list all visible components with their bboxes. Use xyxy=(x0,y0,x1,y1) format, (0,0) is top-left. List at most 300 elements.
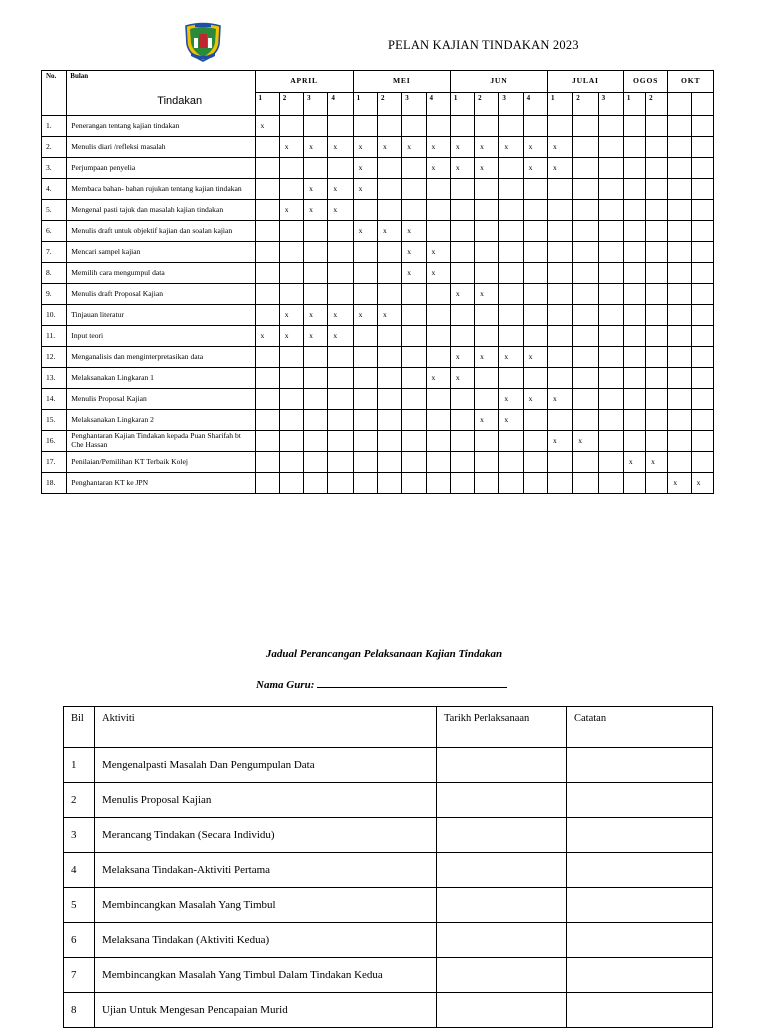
schedule-row xyxy=(64,748,713,783)
week-cell xyxy=(353,347,377,368)
week-cell xyxy=(353,200,377,221)
row-number: 13. xyxy=(42,368,67,389)
row-number: 12. xyxy=(42,347,67,368)
week-cell xyxy=(499,326,523,347)
gantt-row xyxy=(42,263,714,284)
week-cell xyxy=(304,116,328,137)
week-cell xyxy=(523,284,547,305)
week-cell xyxy=(377,158,401,179)
week-cell xyxy=(450,389,474,410)
week-cell xyxy=(402,389,426,410)
week-cell xyxy=(598,242,623,263)
week-cell xyxy=(668,410,691,431)
week-cell xyxy=(691,221,713,242)
row-number: 1. xyxy=(42,116,67,137)
schedule-activity: Membincangkan Masalah Yang Timbul xyxy=(95,888,437,923)
week-header: 4 xyxy=(523,93,547,116)
week-cell xyxy=(623,389,645,410)
week-cell xyxy=(279,158,303,179)
schedule-date-cell[interactable] xyxy=(437,888,567,923)
month-header: OKT xyxy=(668,71,714,93)
week-cell: x xyxy=(623,452,645,473)
week-cell xyxy=(499,242,523,263)
week-cell xyxy=(691,326,713,347)
week-cell xyxy=(646,242,668,263)
week-cell: x xyxy=(547,158,572,179)
week-cell xyxy=(646,347,668,368)
schedule-notes-cell[interactable] xyxy=(567,748,713,783)
row-number: 5. xyxy=(42,200,67,221)
week-cell xyxy=(499,200,523,221)
schedule-date-cell[interactable] xyxy=(437,748,567,783)
week-cell xyxy=(646,200,668,221)
week-cell xyxy=(646,179,668,200)
week-cell xyxy=(547,179,572,200)
week-cell xyxy=(328,410,353,431)
week-cell: x xyxy=(279,305,303,326)
week-header: 3 xyxy=(304,93,328,116)
gantt-row xyxy=(42,242,714,263)
week-cell xyxy=(499,158,523,179)
week-cell xyxy=(573,284,598,305)
week-cell: x xyxy=(426,158,450,179)
schedule-date-cell[interactable] xyxy=(437,993,567,1028)
week-cell: x xyxy=(279,137,303,158)
gantt-row xyxy=(42,158,714,179)
gantt-row xyxy=(42,473,714,494)
week-cell xyxy=(377,389,401,410)
week-cell xyxy=(255,242,279,263)
week-cell xyxy=(279,284,303,305)
week-header: 1 xyxy=(623,93,645,116)
week-cell xyxy=(304,452,328,473)
week-header: 2 xyxy=(573,93,598,116)
gantt-table xyxy=(41,70,714,494)
gantt-row xyxy=(42,326,714,347)
week-cell xyxy=(668,221,691,242)
week-cell xyxy=(573,158,598,179)
week-cell xyxy=(450,473,474,494)
schedule-row xyxy=(64,783,713,818)
week-cell xyxy=(691,284,713,305)
schedule-date-cell[interactable] xyxy=(437,853,567,888)
week-cell: x xyxy=(304,200,328,221)
week-cell xyxy=(691,116,713,137)
week-cell xyxy=(598,263,623,284)
week-cell xyxy=(691,137,713,158)
week-header: 2 xyxy=(646,93,668,116)
week-cell xyxy=(450,221,474,242)
week-cell xyxy=(668,305,691,326)
row-number: 2. xyxy=(42,137,67,158)
schedule-notes-cell[interactable] xyxy=(567,853,713,888)
week-cell xyxy=(255,200,279,221)
schedule-bil: 5 xyxy=(64,888,95,923)
week-cell xyxy=(304,284,328,305)
week-cell xyxy=(475,452,499,473)
row-activity: Menulis draft Proposal Kajian xyxy=(67,284,255,305)
schedule-date-cell[interactable] xyxy=(437,818,567,853)
week-cell xyxy=(691,389,713,410)
week-cell: x xyxy=(328,179,353,200)
week-cell xyxy=(668,200,691,221)
week-cell xyxy=(426,410,450,431)
schedule-notes-cell[interactable] xyxy=(567,888,713,923)
week-cell xyxy=(279,347,303,368)
week-cell xyxy=(499,473,523,494)
week-cell xyxy=(573,305,598,326)
week-cell xyxy=(255,368,279,389)
month-header: JULAI xyxy=(547,71,623,93)
week-cell xyxy=(523,200,547,221)
week-cell: x xyxy=(304,326,328,347)
week-cell xyxy=(377,368,401,389)
schedule-row xyxy=(64,923,713,958)
week-header: 3 xyxy=(499,93,523,116)
header-no: No. xyxy=(42,71,67,116)
row-number: 17. xyxy=(42,452,67,473)
week-cell xyxy=(668,116,691,137)
row-activity: Tinjauan literatur xyxy=(67,305,255,326)
schedule-date-cell[interactable] xyxy=(437,783,567,818)
week-cell xyxy=(402,473,426,494)
header-activity xyxy=(67,71,255,116)
week-cell: x xyxy=(279,326,303,347)
week-cell: x xyxy=(450,368,474,389)
week-cell xyxy=(547,347,572,368)
week-cell xyxy=(623,368,645,389)
week-cell xyxy=(328,452,353,473)
schedule-column-header: Catatan xyxy=(567,707,713,748)
week-cell xyxy=(279,179,303,200)
row-activity: Penghantaran Kajian Tindakan kepada Puan Sharifah bt Che Hassan xyxy=(67,431,255,452)
row-number: 9. xyxy=(42,284,67,305)
week-header: 3 xyxy=(402,93,426,116)
week-cell xyxy=(475,326,499,347)
week-cell xyxy=(573,179,598,200)
week-cell xyxy=(523,326,547,347)
week-cell: x xyxy=(255,116,279,137)
week-cell: x xyxy=(573,431,598,452)
week-cell xyxy=(668,179,691,200)
row-activity: Penghantaran KT ke JPN xyxy=(67,473,255,494)
week-cell xyxy=(255,305,279,326)
schedule-title: Jadual Perancangan Pelaksanaan Kajian Tindakan xyxy=(265,648,503,660)
row-number: 10. xyxy=(42,305,67,326)
week-cell xyxy=(523,305,547,326)
week-cell xyxy=(279,242,303,263)
gantt-row xyxy=(42,116,714,137)
month-header: JUN xyxy=(450,71,547,93)
week-cell xyxy=(450,452,474,473)
week-cell xyxy=(353,452,377,473)
week-cell xyxy=(646,116,668,137)
week-cell xyxy=(598,116,623,137)
week-cell xyxy=(255,389,279,410)
week-cell: x xyxy=(304,179,328,200)
week-header: 2 xyxy=(279,93,303,116)
schedule-row xyxy=(64,993,713,1028)
gantt-row xyxy=(42,389,714,410)
week-cell xyxy=(573,473,598,494)
week-cell xyxy=(328,242,353,263)
week-cell xyxy=(353,368,377,389)
row-activity: Memilih cara mengumpul data xyxy=(67,263,255,284)
week-cell: x xyxy=(377,137,401,158)
week-cell xyxy=(377,284,401,305)
week-cell xyxy=(547,221,572,242)
week-cell xyxy=(304,347,328,368)
row-activity: Menganalisis dan menginterpretasikan data xyxy=(67,347,255,368)
week-cell xyxy=(255,137,279,158)
week-cell xyxy=(426,116,450,137)
schedule-activity: Menulis Proposal Kajian xyxy=(95,783,437,818)
week-cell xyxy=(279,473,303,494)
week-cell xyxy=(328,158,353,179)
week-cell xyxy=(598,137,623,158)
week-cell xyxy=(623,116,645,137)
week-cell xyxy=(450,431,474,452)
week-cell xyxy=(573,452,598,473)
week-cell xyxy=(499,179,523,200)
teacher-name-label: Nama Guru: xyxy=(256,679,315,691)
schedule-notes-cell[interactable] xyxy=(567,923,713,958)
week-cell: x xyxy=(475,137,499,158)
gantt-row xyxy=(42,452,714,473)
week-cell: x xyxy=(304,137,328,158)
row-activity: Penerangan tentang kajian tindakan xyxy=(67,116,255,137)
week-cell xyxy=(304,389,328,410)
week-cell xyxy=(547,368,572,389)
week-cell xyxy=(328,473,353,494)
month-header: MEI xyxy=(353,71,450,93)
week-cell: x xyxy=(279,200,303,221)
schedule-activity: Ujian Untuk Mengesan Pencapaian Murid xyxy=(95,993,437,1028)
row-activity: Menulis diari /refleksi masalah xyxy=(67,137,255,158)
row-number: 11. xyxy=(42,326,67,347)
week-cell xyxy=(402,200,426,221)
row-number: 4. xyxy=(42,179,67,200)
teacher-name-field[interactable] xyxy=(256,678,507,691)
week-cell xyxy=(426,389,450,410)
week-cell xyxy=(426,305,450,326)
week-cell xyxy=(646,389,668,410)
week-cell xyxy=(668,368,691,389)
week-header: 1 xyxy=(450,93,474,116)
week-cell xyxy=(646,410,668,431)
week-cell xyxy=(328,263,353,284)
week-cell xyxy=(279,368,303,389)
week-cell xyxy=(475,263,499,284)
week-cell xyxy=(279,116,303,137)
schedule-bil: 7 xyxy=(64,958,95,993)
gantt-row xyxy=(42,221,714,242)
week-cell xyxy=(598,305,623,326)
document-title: PELAN KAJIAN TINDAKAN 2023 xyxy=(388,38,579,52)
row-number: 16. xyxy=(42,431,67,452)
week-cell xyxy=(646,263,668,284)
week-cell: x xyxy=(547,431,572,452)
row-activity: Menulis draft untuk objektif kajian dan soalan kajian xyxy=(67,221,255,242)
header-tindakan-label: Tindakan xyxy=(157,95,203,107)
week-header: 4 xyxy=(328,93,353,116)
week-cell xyxy=(450,263,474,284)
week-cell: x xyxy=(475,410,499,431)
schedule-activity: Melaksana Tindakan (Aktiviti Kedua) xyxy=(95,923,437,958)
week-cell: x xyxy=(523,347,547,368)
schedule-notes-cell[interactable] xyxy=(567,783,713,818)
week-cell xyxy=(402,116,426,137)
week-cell xyxy=(475,242,499,263)
schedule-activity: Merancang Tindakan (Secara Individu) xyxy=(95,818,437,853)
week-cell xyxy=(573,347,598,368)
gantt-row xyxy=(42,347,714,368)
week-cell xyxy=(691,200,713,221)
week-cell: x xyxy=(328,137,353,158)
week-cell: x xyxy=(304,305,328,326)
week-header: 1 xyxy=(353,93,377,116)
week-cell xyxy=(450,200,474,221)
week-cell: x xyxy=(499,347,523,368)
week-cell xyxy=(304,263,328,284)
row-activity: Perjumpaan penyelia xyxy=(67,158,255,179)
row-number: 14. xyxy=(42,389,67,410)
week-cell: x xyxy=(691,473,713,494)
schedule-row xyxy=(64,958,713,993)
week-cell xyxy=(499,263,523,284)
week-header: 1 xyxy=(547,93,572,116)
month-header: APRIL xyxy=(255,71,353,93)
week-cell xyxy=(547,473,572,494)
week-cell xyxy=(255,221,279,242)
week-cell xyxy=(598,368,623,389)
schedule-notes-cell[interactable] xyxy=(567,818,713,853)
week-cell xyxy=(475,179,499,200)
row-activity: Penilaian/Pemilihan KT Terbaik Kolej xyxy=(67,452,255,473)
week-cell xyxy=(426,473,450,494)
week-cell: x xyxy=(499,389,523,410)
week-cell xyxy=(499,116,523,137)
week-cell xyxy=(623,158,645,179)
week-cell xyxy=(523,263,547,284)
week-cell xyxy=(255,158,279,179)
week-cell: x xyxy=(353,137,377,158)
week-cell xyxy=(426,179,450,200)
week-cell xyxy=(304,473,328,494)
week-cell xyxy=(691,242,713,263)
week-cell xyxy=(668,389,691,410)
week-cell xyxy=(623,284,645,305)
week-header: 4 xyxy=(426,93,450,116)
week-cell: x xyxy=(426,137,450,158)
week-cell: x xyxy=(475,284,499,305)
week-cell xyxy=(426,347,450,368)
week-cell xyxy=(523,116,547,137)
week-cell xyxy=(426,221,450,242)
row-activity: Input teori xyxy=(67,326,255,347)
week-cell xyxy=(353,389,377,410)
week-cell xyxy=(573,410,598,431)
week-cell xyxy=(304,158,328,179)
week-cell xyxy=(279,389,303,410)
week-cell xyxy=(279,410,303,431)
header-bulan-label: Bulan xyxy=(70,72,89,80)
week-cell: x xyxy=(523,137,547,158)
row-number: 8. xyxy=(42,263,67,284)
week-cell xyxy=(646,305,668,326)
week-cell xyxy=(523,242,547,263)
schedule-activity: Membincangkan Masalah Yang Timbul Dalam Tindakan Kedua xyxy=(95,958,437,993)
week-cell xyxy=(328,221,353,242)
gantt-row xyxy=(42,179,714,200)
week-cell xyxy=(598,284,623,305)
week-cell: x xyxy=(402,242,426,263)
week-cell: x xyxy=(377,305,401,326)
row-activity: Melaksanakan Lingkaran 2 xyxy=(67,410,255,431)
week-cell xyxy=(646,326,668,347)
week-cell xyxy=(668,137,691,158)
week-cell xyxy=(646,284,668,305)
row-activity: Membaca bahan- bahan rujukan tentang kajian tindakan xyxy=(67,179,255,200)
week-cell xyxy=(475,116,499,137)
week-cell xyxy=(523,431,547,452)
week-cell: x xyxy=(377,221,401,242)
week-cell xyxy=(328,431,353,452)
week-cell xyxy=(426,452,450,473)
week-cell xyxy=(475,473,499,494)
week-cell xyxy=(646,473,668,494)
teacher-name-blank-line[interactable] xyxy=(317,678,507,688)
schedule-date-cell[interactable] xyxy=(437,923,567,958)
schedule-date-cell[interactable] xyxy=(437,958,567,993)
row-number: 18. xyxy=(42,473,67,494)
week-cell xyxy=(450,326,474,347)
week-header: 3 xyxy=(598,93,623,116)
week-cell xyxy=(691,431,713,452)
week-cell xyxy=(623,137,645,158)
week-cell xyxy=(499,452,523,473)
week-cell xyxy=(377,410,401,431)
week-cell: x xyxy=(402,221,426,242)
week-cell xyxy=(668,452,691,473)
week-cell xyxy=(598,347,623,368)
week-cell xyxy=(623,326,645,347)
schedule-notes-cell[interactable] xyxy=(567,958,713,993)
week-cell xyxy=(377,347,401,368)
week-cell xyxy=(598,410,623,431)
week-cell xyxy=(255,179,279,200)
schedule-row xyxy=(64,888,713,923)
schedule-notes-cell[interactable] xyxy=(567,993,713,1028)
week-cell xyxy=(402,431,426,452)
week-cell xyxy=(328,116,353,137)
week-cell xyxy=(402,347,426,368)
week-cell xyxy=(426,326,450,347)
week-cell xyxy=(573,200,598,221)
week-cell xyxy=(255,347,279,368)
week-cell: x xyxy=(450,284,474,305)
week-cell xyxy=(328,368,353,389)
week-cell xyxy=(499,368,523,389)
schedule-bil: 1 xyxy=(64,748,95,783)
gantt-row xyxy=(42,368,714,389)
schedule-row xyxy=(64,818,713,853)
week-cell xyxy=(623,431,645,452)
week-cell xyxy=(402,158,426,179)
week-cell xyxy=(668,326,691,347)
week-cell xyxy=(353,410,377,431)
week-cell xyxy=(255,284,279,305)
